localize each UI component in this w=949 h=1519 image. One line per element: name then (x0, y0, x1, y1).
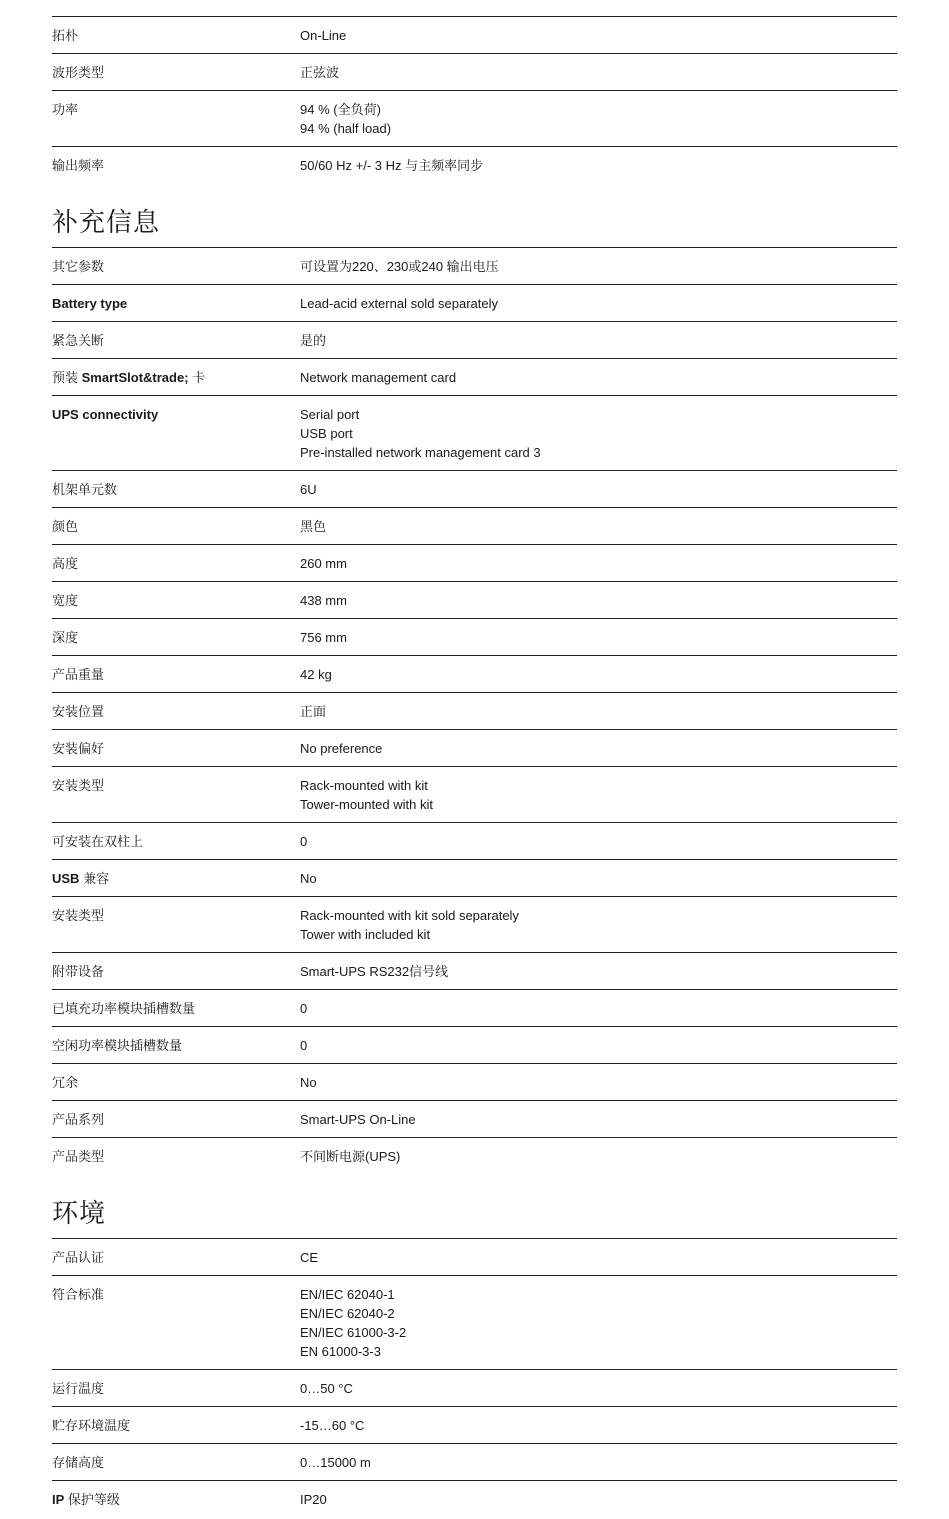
spec-label-part: 安装偏好 (52, 741, 105, 756)
spec-label (52, 1147, 300, 1166)
spec-value (300, 405, 897, 462)
spec-row (52, 655, 897, 692)
spec-value-line: 不间断电源(UPS) (300, 1149, 401, 1164)
spec-value (300, 1036, 897, 1055)
spec-label-part: 其它参数 (52, 259, 105, 274)
spec-row (52, 1480, 897, 1517)
spec-value-line: No preference (300, 741, 383, 756)
spec-value (300, 1453, 897, 1472)
spec-value (300, 1416, 897, 1435)
spec-value-line: EN/IEC 62040-1 (300, 1287, 395, 1302)
spec-label (52, 331, 300, 350)
spec-label-part: UPS connectivity (52, 407, 159, 422)
spec-value-line: 0 (300, 1001, 308, 1016)
spec-value-line: No (300, 1075, 317, 1090)
spec-row (52, 1063, 897, 1100)
spec-label-part: 安装位置 (52, 704, 105, 719)
spec-value (300, 591, 897, 610)
spec-label (52, 26, 300, 45)
spec-value-line: 0…50 °C (300, 1381, 353, 1396)
spec-label-part: 空闲功率模块插槽数量 (52, 1038, 183, 1053)
spec-label-part: IP (52, 1492, 65, 1507)
spec-value (300, 1490, 897, 1509)
spec-label-part: 宽度 (52, 593, 79, 608)
spec-label (52, 1490, 300, 1509)
spec-value (300, 554, 897, 573)
spec-row (52, 395, 897, 470)
spec-value-line: 0 (300, 1038, 308, 1053)
spec-label (52, 1379, 300, 1398)
spec-label-part: 符合标准 (52, 1287, 105, 1302)
spec-label-part: Battery type (52, 296, 128, 311)
spec-label (52, 591, 300, 610)
spec-row (52, 507, 897, 544)
spec-value-line: Rack-mounted with kit (300, 778, 428, 793)
spec-label (52, 1453, 300, 1472)
spec-label (52, 156, 300, 175)
spec-value (300, 665, 897, 684)
spec-label-part: 产品系列 (52, 1112, 105, 1127)
section-heading: 环境 (52, 1198, 107, 1228)
spec-value-line: 260 mm (300, 556, 347, 571)
spec-label (52, 962, 300, 981)
spec-row (52, 1369, 897, 1406)
spec-row (52, 1406, 897, 1443)
spec-label-part: 输出频率 (52, 158, 105, 173)
spec-row (52, 952, 897, 989)
spec-label (52, 832, 300, 851)
spec-value-line: 可设置为220、230或240 输出电压 (300, 259, 499, 274)
spec-value-line: 42 kg (300, 667, 332, 682)
spec-value-line: Serial port (300, 407, 360, 422)
spec-value-line: 黑色 (300, 519, 327, 534)
spec-label (52, 517, 300, 536)
spec-label (52, 294, 300, 313)
spec-value (300, 702, 897, 721)
spec-value-line: EN/IEC 62040-2 (300, 1306, 395, 1321)
spec-label-part: 预装 (52, 370, 82, 385)
spec-label (52, 869, 300, 888)
spec-value-line: 0 (300, 834, 308, 849)
spec-row (52, 544, 897, 581)
spec-row (52, 581, 897, 618)
spec-label (52, 1110, 300, 1129)
spec-value (300, 480, 897, 499)
spec-value-line: 0…15000 m (300, 1455, 371, 1470)
spec-value-line: Smart-UPS RS232信号线 (300, 964, 449, 979)
spec-label-part: 产品重量 (52, 667, 105, 682)
spec-value (300, 1248, 897, 1267)
spec-label (52, 100, 300, 119)
spec-value (300, 1073, 897, 1092)
spec-value-line: 756 mm (300, 630, 347, 645)
spec-label (52, 257, 300, 276)
spec-label (52, 1248, 300, 1267)
spec-row (52, 1275, 897, 1369)
spec-value-line: 正面 (300, 704, 327, 719)
spec-value (300, 156, 897, 175)
spec-value-line: EN 61000-3-3 (300, 1344, 381, 1359)
spec-value (300, 999, 897, 1018)
spec-value (300, 294, 897, 313)
spec-label-part: 机架单元数 (52, 482, 118, 497)
spec-row (52, 896, 897, 952)
spec-row (52, 1238, 897, 1275)
spec-label-part: 附带设备 (52, 964, 105, 979)
spec-value (300, 1379, 897, 1398)
spec-row (52, 766, 897, 822)
spec-label (52, 1285, 300, 1304)
spec-value-line: -15…60 °C (300, 1418, 365, 1433)
spec-label-part: SmartSlot&trade; (81, 370, 189, 385)
spec-value (300, 739, 897, 758)
spec-label-part: 运行温度 (52, 1381, 105, 1396)
spec-value (300, 26, 897, 45)
spec-label (52, 702, 300, 721)
spec-value (300, 517, 897, 536)
spec-value-line: No (300, 871, 317, 886)
spec-row (52, 146, 897, 183)
spec-value (300, 100, 897, 138)
spec-label (52, 1073, 300, 1092)
spec-value (300, 1110, 897, 1129)
spec-label-part: 高度 (52, 556, 79, 571)
spec-label-part: 产品认证 (52, 1250, 105, 1265)
spec-value-line: Smart-UPS On-Line (300, 1112, 416, 1127)
spec-row (52, 470, 897, 507)
spec-label-part: 安装类型 (52, 778, 105, 793)
spec-value-line: USB port (300, 426, 353, 441)
spec-row (52, 90, 897, 146)
spec-row (52, 1137, 897, 1174)
spec-value-line: 正弦波 (300, 65, 340, 80)
spec-label (52, 1416, 300, 1435)
spec-value (300, 869, 897, 888)
spec-label-part: 拓朴 (52, 28, 79, 43)
spec-label-part: 可安装在双柱上 (52, 834, 144, 849)
spec-value-line: IP20 (300, 1492, 327, 1507)
spec-label-part: 保护等级 (64, 1492, 120, 1507)
spec-label-part: 存储高度 (52, 1455, 105, 1470)
spec-label (52, 906, 300, 925)
spec-section (52, 205, 897, 1174)
spec-row (52, 618, 897, 655)
spec-row (52, 1443, 897, 1480)
spec-label-part: 已填充功率模块插槽数量 (52, 1001, 196, 1016)
spec-label-part: 颜色 (52, 519, 79, 534)
spec-label-part: 兼容 (79, 871, 110, 886)
spec-label (52, 480, 300, 499)
spec-label (52, 405, 300, 424)
spec-value (300, 368, 897, 387)
spec-value-line: Pre-installed network management card 3 (300, 445, 541, 460)
spec-value (300, 1147, 897, 1166)
spec-row (52, 692, 897, 729)
spec-label-part: USB (52, 871, 80, 886)
spec-value (300, 63, 897, 82)
spec-row (52, 247, 897, 284)
spec-label-part: 贮存环境温度 (52, 1418, 131, 1433)
spec-value (300, 628, 897, 647)
spec-label-part: 产品类型 (52, 1149, 105, 1164)
spec-label (52, 554, 300, 573)
spec-value (300, 962, 897, 981)
spec-label (52, 739, 300, 758)
spec-row (52, 822, 897, 859)
spec-label-part: 冗余 (52, 1075, 79, 1090)
spec-value-line: Lead-acid external sold separately (300, 296, 499, 311)
spec-label (52, 999, 300, 1018)
spec-label-part: 紧急关断 (52, 333, 105, 348)
spec-value (300, 776, 897, 814)
spec-row (52, 989, 897, 1026)
spec-row (52, 53, 897, 90)
spec-value-line: Tower with included kit (300, 927, 431, 942)
spec-value (300, 832, 897, 851)
spec-row (52, 1026, 897, 1063)
spec-value-line: 50/60 Hz +/- 3 Hz 与主频率同步 (300, 158, 484, 173)
spec-section (52, 1196, 897, 1517)
spec-row (52, 358, 897, 395)
spec-label (52, 1036, 300, 1055)
spec-row (52, 1100, 897, 1137)
spec-value-line: 94 % (half load) (300, 121, 392, 136)
spec-label (52, 63, 300, 82)
spec-row (52, 16, 897, 53)
spec-row (52, 321, 897, 358)
spec-row (52, 284, 897, 321)
spec-value (300, 331, 897, 350)
spec-label (52, 665, 300, 684)
spec-value (300, 1285, 897, 1361)
spec-value (300, 906, 897, 944)
spec-sections (52, 16, 897, 1517)
spec-label-part: 功率 (52, 102, 79, 117)
spec-value (300, 257, 897, 276)
spec-value-line: Tower-mounted with kit (300, 797, 433, 812)
spec-value-line: On-Line (300, 28, 347, 43)
spec-value-line: Network management card (300, 370, 457, 385)
spec-label-part: 安装类型 (52, 908, 105, 923)
spec-row (52, 729, 897, 766)
spec-value-line: CE (300, 1250, 319, 1265)
spec-row (52, 859, 897, 896)
spec-label (52, 776, 300, 795)
spec-label-part: 深度 (52, 630, 79, 645)
spec-value-line: 438 mm (300, 593, 347, 608)
spec-label-part: 卡 (188, 370, 206, 385)
spec-value-line: Rack-mounted with kit sold separately (300, 908, 519, 923)
spec-value-line: 6U (300, 482, 317, 497)
spec-value-line: 94 % (全负荷) (300, 102, 381, 117)
spec-value-line: 是的 (300, 333, 327, 348)
section-heading: 补充信息 (52, 207, 161, 237)
spec-label-part: 波形类型 (52, 65, 105, 80)
spec-label (52, 368, 300, 387)
spec-value-line: EN/IEC 61000-3-2 (300, 1325, 407, 1340)
spec-label (52, 628, 300, 647)
spec-section (52, 16, 897, 183)
